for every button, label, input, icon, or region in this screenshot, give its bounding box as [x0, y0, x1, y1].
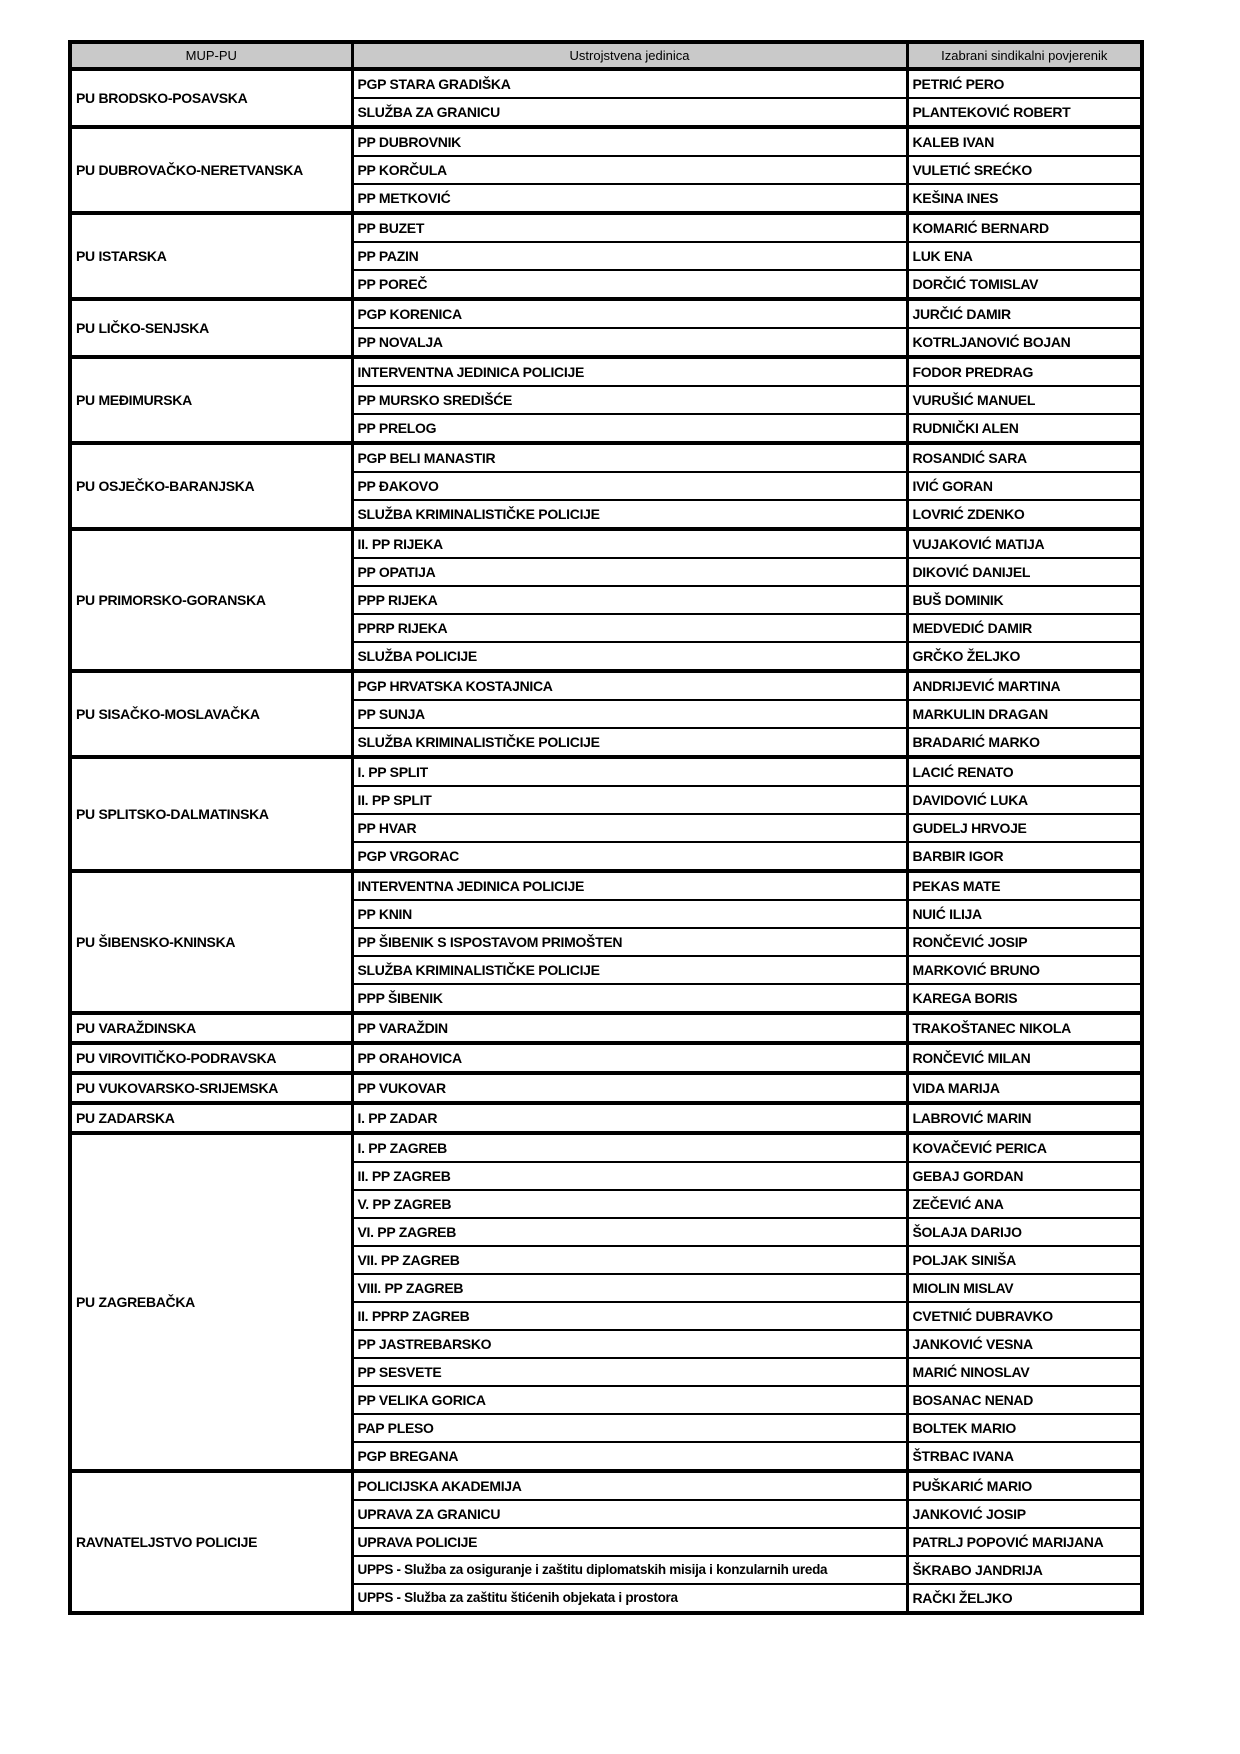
rep-cell: GEBAJ GORDAN	[907, 1162, 1142, 1190]
unit-cell: PP ORAHOVICA	[352, 1043, 907, 1073]
rep-cell: KOMARIĆ BERNARD	[907, 213, 1142, 242]
unit-cell: PP KORČULA	[352, 156, 907, 184]
table-body	[70, 69, 1142, 1613]
rep-cell: ŠOLAJA DARIJO	[907, 1218, 1142, 1246]
unit-cell: PP PRELOG	[352, 414, 907, 443]
rep-cell: MARKULIN DRAGAN	[907, 700, 1142, 728]
rep-cell: GRČKO ŽELJKO	[907, 642, 1142, 671]
pu-cell: PU PRIMORSKO-GORANSKA	[70, 529, 352, 671]
pu-cell: PU OSJEČKO-BARANJSKA	[70, 443, 352, 529]
rep-cell: KOTRLJANOVIĆ BOJAN	[907, 328, 1142, 357]
pu-cell: PU DUBROVAČKO-NERETVANSKA	[70, 127, 352, 213]
rep-cell: JANKOVIĆ VESNA	[907, 1330, 1142, 1358]
unit-cell: PGP HRVATSKA KOSTAJNICA	[352, 671, 907, 700]
table-row	[70, 871, 1142, 900]
column-header-ustrojstvena-jedinica: Ustrojstvena jedinica	[352, 42, 907, 69]
rep-cell: LUK ENA	[907, 242, 1142, 270]
table-row	[70, 1471, 1142, 1500]
unit-cell: V. PP ZAGREB	[352, 1190, 907, 1218]
unit-cell: PGP STARA GRADIŠKA	[352, 69, 907, 98]
unit-cell: PP JASTREBARSKO	[352, 1330, 907, 1358]
unit-cell: PPRP RIJEKA	[352, 614, 907, 642]
table-row	[70, 127, 1142, 156]
unit-cell: PAP PLESO	[352, 1414, 907, 1442]
pu-cell: PU VUKOVARSKO-SRIJEMSKA	[70, 1073, 352, 1103]
unit-cell: UPRAVA POLICIJE	[352, 1528, 907, 1556]
table-row	[70, 671, 1142, 700]
table-row	[70, 443, 1142, 472]
rep-cell: MARKOVIĆ BRUNO	[907, 956, 1142, 984]
pu-cell: PU ZADARSKA	[70, 1103, 352, 1133]
rep-cell: PEKAS MATE	[907, 871, 1142, 900]
unit-cell: PP DUBROVNIK	[352, 127, 907, 156]
unit-cell: PP VARAŽDIN	[352, 1013, 907, 1043]
rep-cell: VULETIĆ SREĆKO	[907, 156, 1142, 184]
unit-cell: PP ĐAKOVO	[352, 472, 907, 500]
rep-cell: NUIĆ ILIJA	[907, 900, 1142, 928]
rep-cell: RONČEVIĆ JOSIP	[907, 928, 1142, 956]
pu-cell: PU ISTARSKA	[70, 213, 352, 299]
table-row	[70, 1043, 1142, 1073]
rep-cell: KEŠINA INES	[907, 184, 1142, 213]
unit-cell: PGP KORENICA	[352, 299, 907, 328]
unit-cell: PP KNIN	[352, 900, 907, 928]
rep-cell: VURUŠIĆ MANUEL	[907, 386, 1142, 414]
rep-cell: JURČIĆ DAMIR	[907, 299, 1142, 328]
rep-cell: LACIĆ RENATO	[907, 757, 1142, 786]
unit-cell: VI. PP ZAGREB	[352, 1218, 907, 1246]
table-row	[70, 1073, 1142, 1103]
rep-cell: ROSANDIĆ SARA	[907, 443, 1142, 472]
rep-cell: LABROVIĆ MARIN	[907, 1103, 1142, 1133]
rep-cell: ŠTRBAC IVANA	[907, 1442, 1142, 1471]
rep-cell: VUJAKOVIĆ MATIJA	[907, 529, 1142, 558]
table-row	[70, 1103, 1142, 1133]
pu-cell: PU SPLITSKO-DALMATINSKA	[70, 757, 352, 871]
rep-cell: DAVIDOVIĆ LUKA	[907, 786, 1142, 814]
unit-cell: UPPS - Služba za osiguranje i zaštitu diplomatskih misija i konzularnih ureda	[352, 1556, 907, 1584]
rep-cell: PETRIĆ PERO	[907, 69, 1142, 98]
unit-cell: SLUŽBA KRIMINALISTIČKE POLICIJE	[352, 728, 907, 757]
column-header-mup-pu: MUP-PU	[70, 42, 352, 69]
table-row	[70, 299, 1142, 328]
pu-cell: PU SISAČKO-MOSLAVAČKA	[70, 671, 352, 757]
table-row	[70, 357, 1142, 386]
rep-cell: BRADARIĆ MARKO	[907, 728, 1142, 757]
rep-cell: GUDELJ HRVOJE	[907, 814, 1142, 842]
unit-cell: II. PP SPLIT	[352, 786, 907, 814]
unit-cell: I. PP SPLIT	[352, 757, 907, 786]
rep-cell: BOLTEK MARIO	[907, 1414, 1142, 1442]
unit-cell: INTERVENTNA JEDINICA POLICIJE	[352, 357, 907, 386]
rep-cell: TRAKOŠTANEC NIKOLA	[907, 1013, 1142, 1043]
pu-cell: PU ŠIBENSKO-KNINSKA	[70, 871, 352, 1013]
rep-cell: KAREGA BORIS	[907, 984, 1142, 1013]
unit-cell: PGP VRGORAC	[352, 842, 907, 871]
unit-cell: I. PP ZADAR	[352, 1103, 907, 1133]
pu-cell: PU MEĐIMURSKA	[70, 357, 352, 443]
unit-cell: PP MURSKO SREDIŠĆE	[352, 386, 907, 414]
unit-cell: UPPS - Služba za zaštitu štićenih objekata i prostora	[352, 1584, 907, 1613]
rep-cell: RUDNIČKI ALEN	[907, 414, 1142, 443]
table-row	[70, 757, 1142, 786]
pu-cell: PU LIČKO-SENJSKA	[70, 299, 352, 357]
rep-cell: PLANTEKOVIĆ ROBERT	[907, 98, 1142, 127]
unit-cell: PP PAZIN	[352, 242, 907, 270]
rep-cell: KOVAČEVIĆ PERICA	[907, 1133, 1142, 1162]
rep-cell: ANDRIJEVIĆ MARTINA	[907, 671, 1142, 700]
unit-cell: SLUŽBA KRIMINALISTIČKE POLICIJE	[352, 956, 907, 984]
rep-cell: PUŠKARIĆ MARIO	[907, 1471, 1142, 1500]
table-header-row	[70, 42, 1142, 69]
table-row	[70, 529, 1142, 558]
unit-cell: VIII. PP ZAGREB	[352, 1274, 907, 1302]
unit-cell: PP VUKOVAR	[352, 1073, 907, 1103]
unit-cell: PPP RIJEKA	[352, 586, 907, 614]
rep-cell: BOSANAC NENAD	[907, 1386, 1142, 1414]
unit-cell: PGP BELI MANASTIR	[352, 443, 907, 472]
unit-cell: PP POREČ	[352, 270, 907, 299]
rep-cell: CVETNIĆ DUBRAVKO	[907, 1302, 1142, 1330]
rep-cell: BUŠ DOMINIK	[907, 586, 1142, 614]
rep-cell: PATRLJ POPOVIĆ MARIJANA	[907, 1528, 1142, 1556]
rep-cell: VIDA MARIJA	[907, 1073, 1142, 1103]
pu-cell: PU ZAGREBAČKA	[70, 1133, 352, 1471]
rep-cell: IVIĆ GORAN	[907, 472, 1142, 500]
unit-cell: PP BUZET	[352, 213, 907, 242]
pu-cell: PU BRODSKO-POSAVSKA	[70, 69, 352, 127]
unit-cell: PP OPATIJA	[352, 558, 907, 586]
table-row	[70, 69, 1142, 98]
rep-cell: KALEB IVAN	[907, 127, 1142, 156]
unit-cell: PP NOVALJA	[352, 328, 907, 357]
unit-cell: SLUŽBA ZA GRANICU	[352, 98, 907, 127]
unit-cell: PP HVAR	[352, 814, 907, 842]
rep-cell: RONČEVIĆ MILAN	[907, 1043, 1142, 1073]
pu-cell: RAVNATELJSTVO POLICIJE	[70, 1471, 352, 1613]
unit-cell: PP METKOVIĆ	[352, 184, 907, 213]
unit-cell: PP SUNJA	[352, 700, 907, 728]
unit-cell: SLUŽBA POLICIJE	[352, 642, 907, 671]
unit-cell: INTERVENTNA JEDINICA POLICIJE	[352, 871, 907, 900]
rep-cell: FODOR PREDRAG	[907, 357, 1142, 386]
unit-cell: II. PPRP ZAGREB	[352, 1302, 907, 1330]
rep-cell: DIKOVIĆ DANIJEL	[907, 558, 1142, 586]
unit-cell: PGP BREGANA	[352, 1442, 907, 1471]
unit-cell: POLICIJSKA AKADEMIJA	[352, 1471, 907, 1500]
union-representatives-table	[68, 40, 1144, 1615]
unit-cell: VII. PP ZAGREB	[352, 1246, 907, 1274]
rep-cell: RAČKI ŽELJKO	[907, 1584, 1142, 1613]
unit-cell: II. PP RIJEKA	[352, 529, 907, 558]
rep-cell: DORČIĆ TOMISLAV	[907, 270, 1142, 299]
unit-cell: PPP ŠIBENIK	[352, 984, 907, 1013]
unit-cell: II. PP ZAGREB	[352, 1162, 907, 1190]
table-row	[70, 1133, 1142, 1162]
pu-cell: PU VARAŽDINSKA	[70, 1013, 352, 1043]
rep-cell: MARIĆ NINOSLAV	[907, 1358, 1142, 1386]
rep-cell: POLJAK SINIŠA	[907, 1246, 1142, 1274]
table-row	[70, 213, 1142, 242]
unit-cell: UPRAVA ZA GRANICU	[352, 1500, 907, 1528]
unit-cell: PP SESVETE	[352, 1358, 907, 1386]
rep-cell: MIOLIN MISLAV	[907, 1274, 1142, 1302]
rep-cell: ŠKRABO JANDRIJA	[907, 1556, 1142, 1584]
rep-cell: MEDVEDIĆ DAMIR	[907, 614, 1142, 642]
rep-cell: BARBIR IGOR	[907, 842, 1142, 871]
rep-cell: JANKOVIĆ JOSIP	[907, 1500, 1142, 1528]
column-header-izabrani-sindikalni-povjerenik: Izabrani sindikalni povjerenik	[907, 42, 1142, 69]
unit-cell: PP ŠIBENIK S ISPOSTAVOM PRIMOŠTEN	[352, 928, 907, 956]
unit-cell: I. PP ZAGREB	[352, 1133, 907, 1162]
rep-cell: LOVRIĆ ZDENKO	[907, 500, 1142, 529]
rep-cell: ZEČEVIĆ ANA	[907, 1190, 1142, 1218]
pu-cell: PU VIROVITIČKO-PODRAVSKA	[70, 1043, 352, 1073]
unit-cell: SLUŽBA KRIMINALISTIČKE POLICIJE	[352, 500, 907, 529]
unit-cell: PP VELIKA GORICA	[352, 1386, 907, 1414]
table-row	[70, 1013, 1142, 1043]
